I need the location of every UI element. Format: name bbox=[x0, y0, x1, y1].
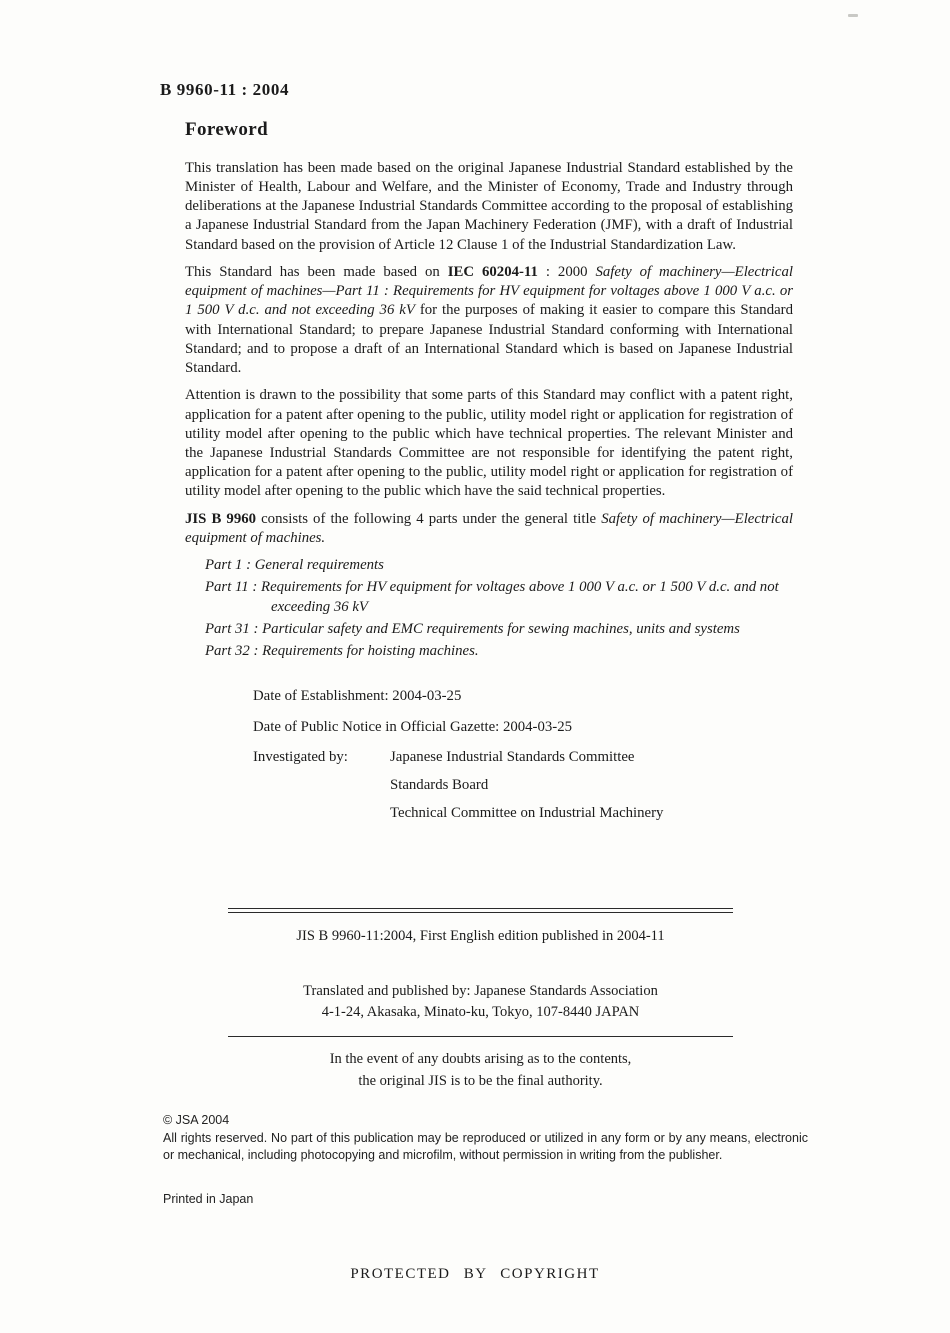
part-item-11: Part 11 : Requirements for HV equipment for voltages above 1 000 V a.c. or 1 500 V d.c. and not exceeding 36 kV bbox=[205, 579, 779, 615]
printed-in-japan: Printed in Japan bbox=[163, 1191, 254, 1206]
investigated-by-technical-committee: Technical Committee on Industrial Machinery bbox=[390, 805, 664, 822]
investigated-by-label: Investigated by: bbox=[253, 748, 348, 765]
scan-artifact bbox=[848, 14, 858, 17]
investigated-by-row bbox=[253, 748, 793, 833]
copyright-notice: All rights reserved. No part of this publication may be reproduced or utilized in any form or by any means, electronic or mechanical, including photocopying and microfilm, without permission in writing from the publisher. bbox=[163, 1131, 808, 1162]
doubts-line-1: In the event of any doubts arising as to the contents, bbox=[329, 1051, 632, 1068]
date-of-public-notice: Date of Public Notice in Official Gazette: 2004-03-25 bbox=[253, 718, 572, 735]
part-item-32: Part 32 : Requirements for hoisting machines. bbox=[205, 643, 479, 660]
document-number: B 9960-11 : 2004 bbox=[160, 80, 290, 99]
copyright-symbol-line: © JSA 2004 bbox=[163, 1113, 230, 1127]
publication-block bbox=[228, 908, 733, 1093]
investigated-by-values bbox=[390, 748, 663, 833]
translated-by-line: Translated and published by: Japanese Standards Association bbox=[303, 982, 658, 999]
translated-published-block bbox=[228, 981, 733, 1025]
parts-list bbox=[205, 556, 793, 661]
foreword-title: Foreword bbox=[185, 119, 269, 140]
edition-line: JIS B 9960-11:2004, First English edition published in 2004-11 bbox=[296, 928, 665, 944]
investigated-by-committee: Japanese Industrial Standards Committee bbox=[390, 748, 635, 765]
part-item-31: Part 31 : Particular safety and EMC requirements for sewing machines, units and systems bbox=[205, 620, 740, 637]
date-of-establishment: Date of Establishment: 2004-03-25 bbox=[253, 688, 462, 705]
copyright-block bbox=[163, 1112, 808, 1207]
publisher-address: 4-1-24, Akasaka, Minato-ku, Tokyo, 107-8440 JAPAN bbox=[321, 1004, 640, 1021]
paragraph-translation: This translation has been made based on the original Japanese Industrial Standard established by the Minister of Health, Labour and Welfare, and the Minister of Economy, Trade and Industry through deliberations at the Japanese Industrial Standards Committee according to the proposal of establishing a Japanese Industrial Standard from the Japan Machinery Federation (JMF), with a draft of Industrial Standard based on the provision of Article 12 Clause 1 of the Industrial Standardization Law. bbox=[185, 159, 793, 253]
part-item-1: Part 1 : General requirements bbox=[205, 557, 384, 574]
foreword-section bbox=[185, 118, 793, 832]
doubts-note bbox=[228, 1049, 733, 1093]
paragraph-based-on-iec: This Standard has been made based on IEC 60204-11 : 2000 Safety of machinery—Electrical equipment of machines—Part 11 : Requirements for HV equipment for voltages above 1 000 V a.c. or 1 500 V d.c. and not exceeding 36 kV for the purposes of making it easier to compare this Standard with International Standard; to prepare Japanese Industrial Standard conforming with International Standard; and to propose a draft of an International Standard which is based on Japanese Industrial Standard. bbox=[185, 263, 793, 377]
investigated-by-board: Standards Board bbox=[390, 777, 489, 794]
doubts-line-2: the original JIS is to be the final authority. bbox=[358, 1072, 603, 1089]
divider-top bbox=[228, 908, 733, 913]
protected-by-copyright-footer: PROTECTED BY COPYRIGHT bbox=[350, 1266, 600, 1282]
divider-bottom bbox=[228, 1036, 733, 1037]
dates-block bbox=[253, 687, 793, 832]
paragraph-parts-intro: JIS B 9960 consists of the following 4 parts under the general title Safety of machinery—Electrical equipment of machines. bbox=[185, 510, 793, 546]
paragraph-patent-attention: Attention is drawn to the possibility that some parts of this Standard may conflict with a patent right, application for a patent after opening to the public, utility model right or application for registration of utility model after opening to the public which have technical properties. The relevant Minister and the Japanese Industrial Standards Committee are not responsible for identifying the patent right, application for a patent after opening to the public, utility model right or application for registration of utility model after opening to the public which have the said technical properties. bbox=[185, 387, 793, 500]
